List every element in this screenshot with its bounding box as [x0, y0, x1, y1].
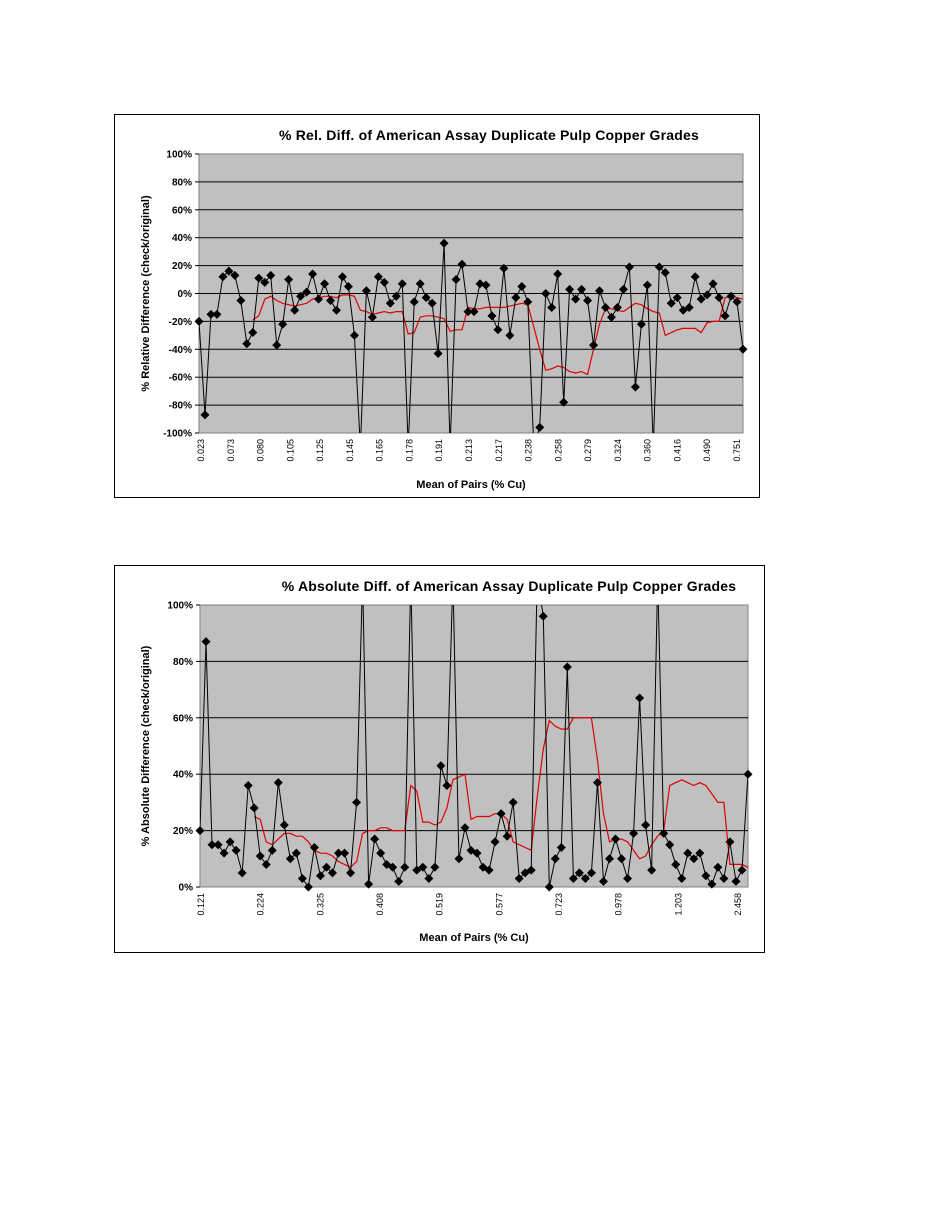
chart2-xtick-label: 0.224 — [255, 893, 266, 916]
chart2-xtick-label: 0.408 — [375, 893, 385, 916]
chart2-xtick-label: 0.577 — [494, 893, 505, 916]
chart1-ytick-label: 0% — [177, 289, 192, 300]
chart2-ytick-label: 40% — [172, 769, 193, 781]
chart2-ytick-label: 0% — [178, 882, 193, 894]
chart1-xtick-label: 0.145 — [344, 439, 355, 462]
chart1-xtick-label: 0.165 — [374, 439, 385, 462]
chart1-xtick-label: 0.125 — [315, 439, 326, 462]
chart1-ytick-label: 100% — [166, 149, 192, 161]
chart2-xtick-label: 0.978 — [613, 893, 624, 916]
chart1-y-axis-title: % Relative Difference (check/original) — [140, 195, 152, 392]
relative-difference-chart-svg — [115, 115, 759, 497]
chart1-xtick-label: 0.080 — [255, 439, 266, 462]
chart1-xtick-label: 0.416 — [672, 439, 683, 462]
chart2-xtick-label: 1.203 — [673, 893, 684, 916]
absolute-difference-chart — [114, 565, 765, 953]
chart1-ytick-label: 20% — [171, 261, 192, 273]
chart1-xtick-label: 0.217 — [493, 439, 504, 462]
chart1-ytick-label: -80% — [168, 400, 192, 412]
absolute-difference-chart-svg — [115, 566, 764, 952]
chart2-title: % Absolute Diff. of American Assay Duplicate Pulp Copper Grades — [281, 578, 737, 594]
chart1-ytick-label: -40% — [168, 344, 192, 356]
chart2-xtick-label: 0.519 — [434, 893, 445, 916]
chart1-xtick-label: 0.751 — [732, 439, 742, 462]
chart2-ytick-label: 100% — [167, 600, 193, 612]
chart1-ytick-label: -20% — [168, 316, 192, 328]
chart2-xtick-label: 0.325 — [315, 893, 326, 916]
relative-difference-chart — [114, 114, 760, 498]
chart2-ytick-label: 60% — [172, 713, 193, 725]
chart1-xtick-label: 0.360 — [642, 439, 653, 462]
chart2-xtick-label: 0.723 — [554, 893, 564, 916]
chart1-xtick-label: 0.073 — [225, 439, 236, 462]
chart1-ytick-label: 60% — [171, 205, 192, 217]
chart1-xtick-label: 0.105 — [285, 439, 296, 462]
chart2-x-axis-title: Mean of Pairs (% Cu) — [419, 932, 529, 944]
chart1-xtick-label: 0.490 — [702, 439, 713, 462]
chart2-ytick-label: 20% — [172, 826, 193, 838]
chart1-x-axis-title: Mean of Pairs (% Cu) — [416, 479, 526, 491]
chart1-ytick-label: -100% — [163, 428, 192, 440]
chart1-xtick-label: 0.258 — [553, 439, 564, 462]
chart1-xtick-label: 0.279 — [583, 439, 594, 462]
chart1-xtick-label: 0.191 — [434, 439, 445, 462]
chart1-title: % Rel. Diff. of American Assay Duplicate Pulp Copper Grades — [279, 127, 699, 143]
chart1-xtick-label: 0.238 — [523, 439, 534, 462]
chart2-ytick-label: 80% — [172, 656, 193, 668]
chart1-xtick-label: 0.023 — [196, 439, 206, 462]
chart1-ytick-label: 40% — [171, 233, 192, 245]
chart1-xtick-label: 0.178 — [404, 439, 415, 462]
chart2-xtick-label: 2.458 — [733, 893, 743, 916]
chart1-ytick-label: 80% — [171, 177, 192, 189]
chart1-ytick-label: -60% — [168, 372, 192, 384]
chart2-y-axis-title: % Absolute Difference (check/original) — [140, 645, 152, 847]
chart1-xtick-label: 0.213 — [464, 439, 474, 462]
chart2-xtick-label: 0.121 — [196, 893, 206, 916]
chart1-xtick-label: 0.324 — [612, 439, 623, 462]
